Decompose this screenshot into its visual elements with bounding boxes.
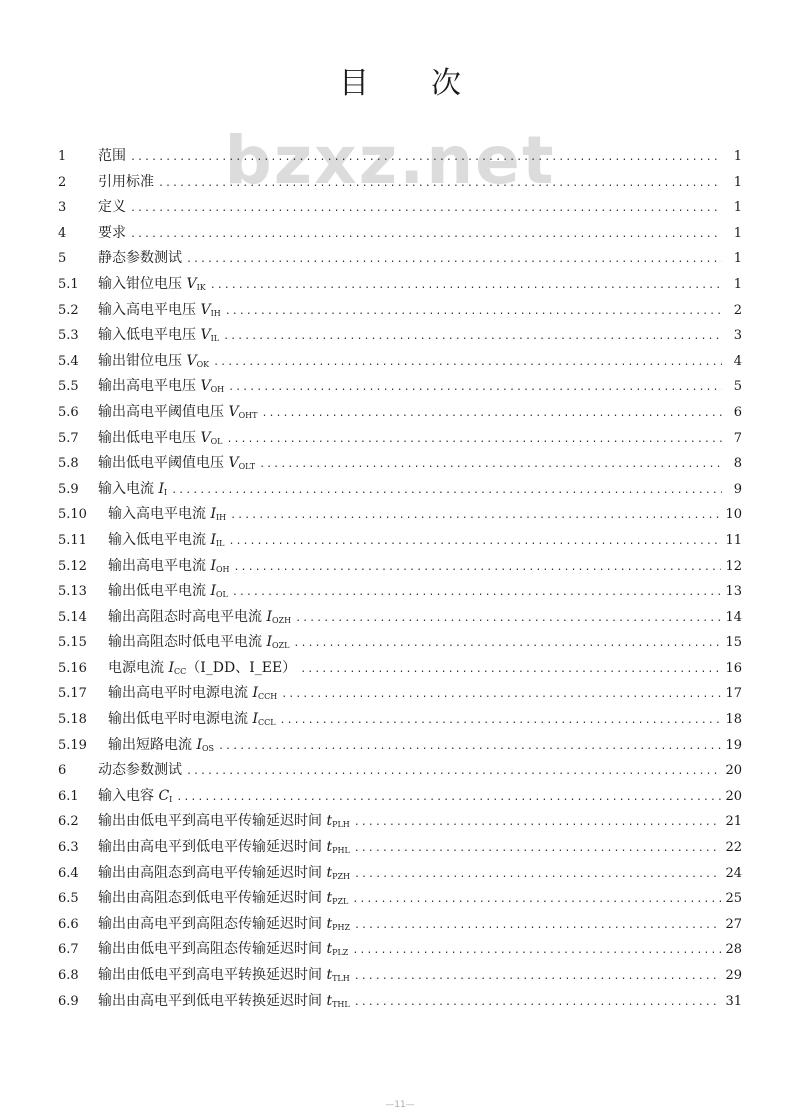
toc-entry-page-number: 28 [725, 942, 742, 958]
dot-leader [186, 766, 721, 777]
toc-entry-text: 输出由低电平到高电平转换延迟时间 [98, 967, 327, 983]
toc-entry-symbol: I [266, 608, 272, 625]
toc-entry-text: 范围 [98, 148, 126, 164]
toc-entry-title [98, 145, 126, 165]
dot-leader [176, 792, 721, 803]
toc-entry-title [98, 478, 167, 498]
toc-entry-page-number: 17 [725, 686, 742, 702]
toc-entry-symbol: I [266, 634, 272, 651]
toc-entry-symbol-subscript: IH [215, 513, 227, 523]
toc-entry-page-number: 31 [725, 993, 742, 1009]
toc-entry-text: 输入电容 [98, 787, 159, 804]
toc-entry-number: 5.9 [58, 481, 79, 497]
toc-entry[interactable] [58, 657, 742, 683]
toc-entry-title [98, 350, 209, 370]
toc-entry-symbol: V [200, 378, 211, 395]
dot-leader [158, 178, 722, 189]
toc-entry-text: 输出高电平电压 [98, 378, 201, 395]
toc-entry-text: 输出由低电平到高阻态传输延迟时间 [98, 941, 327, 958]
toc-entry-number: 5.4 [58, 353, 79, 369]
toc-entry-page-number: 18 [725, 712, 742, 728]
toc-entry-page-number: 16 [725, 660, 742, 676]
toc-entry-number: 5.7 [58, 430, 79, 446]
toc-entry-page-number: 1 [733, 225, 742, 241]
dot-leader [171, 485, 722, 496]
dot-leader [223, 331, 722, 342]
dot-leader [228, 536, 721, 547]
toc-entry-number: 2 [58, 174, 67, 190]
toc-entry-page-number: 24 [725, 865, 742, 881]
toc-entry-symbol: t [326, 890, 333, 907]
toc-entry[interactable] [58, 196, 742, 222]
toc-entry-text: 引用标准 [98, 173, 154, 190]
dot-leader [352, 894, 721, 905]
toc-entry-number: 5.11 [58, 532, 87, 548]
toc-entry-page-number: 13 [725, 584, 742, 600]
toc-entry[interactable] [58, 555, 742, 581]
toc-entry[interactable] [58, 401, 742, 427]
toc-entry-title [98, 964, 350, 984]
toc-entry-title [98, 759, 182, 779]
toc-entry-symbol: t [326, 839, 333, 856]
toc-entry-title [108, 555, 230, 575]
toc-entry-page-number: 25 [725, 891, 742, 907]
toc-entry-number: 5.5 [58, 379, 79, 395]
toc-entry-title [108, 682, 277, 702]
toc-entry-title [98, 990, 350, 1010]
toc-entry-page-number: 1 [733, 200, 742, 216]
toc-entry-number: 6.8 [58, 968, 79, 983]
toc-entry-symbol: I [210, 583, 216, 600]
toc-entry[interactable] [58, 913, 742, 939]
toc-entry-symbol-subscript: OS [201, 743, 215, 753]
table-of-contents [58, 145, 742, 1015]
toc-entry-title [108, 631, 289, 651]
toc-entry-page-number: 22 [725, 840, 742, 856]
toc-entry-symbol: t [326, 992, 333, 1009]
toc-entry-title [98, 171, 154, 191]
toc-entry-symbol-subscript: PLZ [332, 948, 349, 958]
toc-entry[interactable] [58, 785, 742, 811]
toc-entry-title [108, 708, 276, 728]
dot-leader [354, 920, 721, 931]
toc-entry-title [108, 606, 291, 626]
toc-entry[interactable] [58, 938, 742, 964]
toc-entry-text: 输出由高阻态到高电平传输延迟时间 [98, 864, 327, 881]
toc-entry-text: 输入高电平电流 [108, 506, 211, 523]
toc-entry-page-number: 2 [733, 302, 742, 318]
toc-entry-page-number: 21 [725, 814, 742, 830]
toc-entry-title [108, 503, 226, 523]
toc-entry[interactable] [58, 247, 742, 273]
toc-entry-title [98, 836, 350, 856]
toc-entry-symbol: I [252, 711, 258, 728]
toc-entry-symbol-subscript: TLH [332, 974, 350, 983]
toc-entry-text: 输出由高阻态到低电平传输延迟时间 [98, 890, 327, 907]
toc-entry-symbol-subscript: PLH [332, 820, 350, 830]
dot-leader [280, 715, 722, 726]
toc-entry-title [108, 734, 214, 754]
toc-entry-symbol-subscript: IH [210, 308, 221, 318]
toc-entry-page-number: 20 [725, 763, 742, 779]
page-footer: —11— [385, 1100, 415, 1110]
toc-entry-title [98, 810, 350, 830]
dot-leader [130, 152, 722, 163]
toc-entry[interactable] [58, 375, 742, 401]
toc-entry-page-number: 12 [725, 558, 742, 574]
toc-entry-number: 6.6 [58, 916, 79, 932]
toc-entry-number: 6.2 [58, 814, 79, 830]
toc-entry-symbol: t [326, 967, 333, 983]
toc-entry-text: 输出短路电流 [108, 736, 197, 753]
toc-entry-page-number: 15 [725, 635, 742, 651]
toc-entry-page-number: 11 [725, 532, 742, 548]
dot-leader [259, 459, 722, 470]
toc-entry-title [98, 324, 219, 344]
toc-entry-symbol-subscript: IL [215, 538, 225, 548]
toc-entry-text: 输出由高电平到高阻态传输延迟时间 [98, 915, 327, 932]
toc-entry-number: 1 [58, 149, 67, 164]
toc-entry[interactable] [58, 299, 742, 325]
toc-entry-title [98, 273, 206, 293]
toc-entry[interactable] [58, 836, 742, 862]
toc-entry-title [98, 222, 126, 242]
dot-leader [354, 817, 722, 828]
toc-entry-text: 输出由高电平到低电平传输延迟时间 [98, 839, 327, 856]
toc-entry-symbol-subscript: CC [173, 666, 187, 676]
toc-entry-symbol: V [228, 455, 239, 472]
toc-entry-symbol: t [326, 915, 333, 932]
dot-leader [225, 306, 722, 317]
toc-entry-page-number: 10 [725, 507, 742, 523]
toc-entry-page-number: 1 [733, 276, 742, 292]
toc-entry-text: 输入电流 [98, 480, 159, 497]
toc-entry-text: 输出高阻态时低电平电流 [108, 634, 267, 651]
toc-entry-page-number: 6 [733, 404, 742, 420]
toc-entry-symbol: I [210, 531, 216, 548]
toc-entry-title [98, 785, 172, 805]
toc-entry-symbol-subscript: I [169, 794, 173, 804]
toc-entry-text: 要求 [98, 224, 126, 241]
toc-entry-number: 6 [58, 763, 67, 779]
toc-entry-number: 5.15 [58, 635, 87, 651]
toc-entry-title [108, 580, 228, 600]
toc-entry[interactable] [58, 503, 742, 529]
toc-entry-page-number: 5 [733, 379, 742, 395]
toc-entry-number: 5.17 [58, 686, 87, 702]
dot-leader [354, 843, 722, 854]
toc-entry-title [98, 887, 348, 907]
toc-entry[interactable] [58, 990, 742, 1016]
toc-entry-title [98, 196, 126, 216]
toc-entry-text: 输出低电平电压 [98, 429, 201, 446]
toc-entry-number: 5.13 [58, 584, 87, 600]
toc-entry-text: 输入低电平电流 [108, 531, 211, 548]
toc-entry-title [108, 529, 224, 549]
toc-entry[interactable] [58, 759, 742, 785]
dot-leader [261, 408, 722, 419]
toc-entry-text: 输出高电平阈值电压 [98, 403, 229, 420]
toc-entry-number: 3 [58, 200, 67, 216]
toc-entry-symbol: V [228, 403, 239, 420]
toc-entry-number: 6.1 [58, 788, 79, 804]
toc-entry-symbol-subscript: IK [196, 282, 206, 292]
toc-entry-symbol-subscript: I [163, 487, 168, 497]
toc-entry-number: 6.5 [58, 891, 79, 907]
toc-entry-symbol: V [200, 301, 211, 318]
toc-entry-number: 5.2 [58, 302, 79, 318]
toc-entry[interactable] [58, 478, 742, 504]
toc-entry-number: 5.6 [58, 404, 79, 420]
toc-entry-number: 5.3 [58, 328, 79, 344]
toc-entry-symbol-subscript: OZH [271, 615, 292, 625]
toc-entry[interactable] [58, 171, 742, 197]
toc-entry-symbol-subscript: CCL [257, 718, 276, 728]
toc-entry-symbol: C [158, 787, 170, 804]
dot-leader [226, 434, 722, 445]
toc-entry[interactable] [58, 529, 742, 555]
toc-entry-symbol: I [168, 659, 174, 676]
toc-entry-symbol: t [326, 941, 333, 958]
toc-entry-text: 输出由高电平到低电平转换延迟时间 [98, 992, 327, 1009]
toc-entry[interactable] [58, 887, 742, 913]
toc-entry[interactable] [58, 708, 742, 734]
dot-leader [300, 664, 721, 675]
dot-leader [354, 869, 721, 880]
toc-entry-text: 输出高阻态时高电平电流 [108, 608, 267, 625]
toc-entry-symbol-subscript: PZL [332, 897, 349, 907]
toc-entry-symbol: V [186, 352, 197, 369]
toc-entry-title [108, 657, 296, 677]
dot-leader [354, 971, 722, 982]
toc-entry-number: 5.8 [58, 456, 79, 472]
toc-entry[interactable] [58, 222, 742, 248]
toc-entry-page-number: 19 [725, 737, 742, 753]
toc-entry[interactable] [58, 862, 742, 888]
dot-leader [354, 997, 722, 1008]
toc-entry[interactable] [58, 350, 742, 376]
toc-entry-suffix: （I_DD、I_EE） [186, 659, 297, 676]
toc-entry-number: 4 [58, 225, 67, 241]
toc-entry-text: 输入钳位电压 [98, 275, 187, 292]
toc-entry-number: 5.16 [58, 660, 87, 676]
toc-entry-number: 5.18 [58, 712, 87, 728]
toc-entry-title [98, 452, 255, 472]
toc-entry-number: 5.12 [58, 558, 87, 574]
toc-entry-symbol: I [158, 480, 164, 497]
dot-leader [352, 945, 721, 956]
toc-entry-page-number: 3 [733, 328, 742, 344]
toc-entry-page-number: 4 [733, 353, 742, 369]
toc-entry[interactable] [58, 810, 742, 836]
toc-entry-text: 输出钳位电压 [98, 352, 187, 369]
toc-entry-symbol-subscript: PHL [332, 846, 350, 856]
toc-entry-number: 6.3 [58, 840, 79, 856]
toc-entry-symbol-subscript: THL [332, 999, 350, 1009]
toc-entry-text: 电源电流 [108, 659, 169, 676]
toc-entry-text: 动态参数测试 [98, 762, 182, 779]
toc-entry-symbol-subscript: PHZ [332, 922, 351, 932]
toc-entry-title [98, 299, 221, 319]
toc-entry-symbol: I [210, 506, 216, 523]
toc-entry-title [98, 401, 257, 421]
dot-leader [218, 741, 721, 752]
toc-entry[interactable] [58, 606, 742, 632]
toc-entry-number: 6.7 [58, 942, 79, 958]
toc-entry[interactable] [58, 324, 742, 350]
toc-entry-page-number: 14 [725, 609, 742, 625]
toc-entry-text: 输出高电平电流 [108, 557, 211, 574]
dot-leader [228, 382, 722, 393]
toc-entry-page-number: 1 [733, 174, 742, 190]
toc-entry-symbol-subscript: OLT [238, 462, 256, 472]
toc-entry-text: 静态参数测试 [98, 250, 182, 267]
toc-entry-number: 5.14 [58, 609, 87, 625]
toc-entry-symbol: V [186, 275, 197, 292]
toc-entry-symbol: I [210, 557, 216, 574]
dot-leader [210, 280, 722, 291]
toc-entry-symbol: t [326, 864, 333, 881]
dot-leader [295, 613, 721, 624]
toc-entry-page-number: 1 [733, 251, 742, 267]
toc-entry-symbol-subscript: OL [215, 590, 228, 600]
toc-entry-number: 5.19 [58, 737, 87, 753]
toc-entry-symbol: V [200, 327, 211, 344]
toc-entry-text: 输入高电平电压 [98, 301, 201, 318]
dot-leader [130, 229, 722, 240]
toc-entry[interactable] [58, 273, 742, 299]
dot-leader [234, 562, 722, 573]
toc-entry[interactable] [58, 964, 742, 990]
toc-entry-symbol-subscript: OH [210, 385, 225, 395]
toc-entry-symbol-subscript: CCH [257, 692, 278, 702]
toc-entry-title [98, 862, 350, 882]
dot-leader [213, 357, 722, 368]
toc-entry[interactable] [58, 682, 742, 708]
toc-entry-title [98, 913, 350, 933]
dot-leader [293, 638, 721, 649]
toc-entry-text: 输入低电平电压 [98, 327, 201, 344]
toc-entry-number: 6.4 [58, 865, 79, 881]
toc-entry-title [98, 938, 348, 958]
toc-entry-title [98, 427, 222, 447]
toc-entry-symbol: t [326, 813, 333, 830]
watermark: bzxz.net [224, 122, 556, 199]
toc-entry[interactable] [58, 427, 742, 453]
toc-entry-text: 输出高电平时电源电流 [108, 685, 253, 702]
toc-entry-text: 输出低电平电流 [108, 583, 211, 600]
toc-entry-text: 输出由低电平到高电平传输延迟时间 [98, 813, 327, 830]
toc-entry-symbol-subscript: IL [210, 334, 220, 344]
toc-entry-text: 输出低电平阈值电压 [98, 455, 229, 472]
dot-leader [232, 587, 722, 598]
toc-entry[interactable] [58, 734, 742, 760]
toc-entry-symbol: I [252, 685, 258, 702]
toc-entry-symbol-subscript: OL [210, 436, 223, 446]
toc-entry-number: 6.9 [58, 993, 79, 1009]
toc-entry[interactable] [58, 452, 742, 478]
toc-entry[interactable] [58, 631, 742, 657]
toc-entry[interactable] [58, 145, 742, 171]
toc-entry-title [98, 247, 182, 267]
toc-entry-number: 5.1 [58, 276, 79, 292]
toc-entry-symbol-subscript: OH [215, 564, 230, 574]
toc-entry-symbol-subscript: OK [196, 359, 210, 369]
toc-entry-symbol: V [200, 429, 211, 446]
dot-leader [186, 254, 722, 265]
toc-entry-page-number: 29 [725, 968, 742, 983]
toc-entry-number: 5.10 [58, 507, 87, 523]
toc-entry-title [98, 375, 224, 395]
toc-entry-page-number: 27 [725, 916, 742, 932]
toc-entry-number: 5 [58, 251, 67, 267]
toc-entry-symbol-subscript: OHT [238, 410, 258, 420]
toc-entry-symbol: I [196, 736, 202, 753]
toc-entry[interactable] [58, 580, 742, 606]
toc-entry-symbol-subscript: PZH [332, 871, 351, 881]
toc-entry-page-number: 1 [733, 149, 742, 164]
toc-entry-page-number: 8 [733, 456, 742, 472]
toc-entry-page-number: 9 [733, 481, 742, 497]
dot-leader [130, 203, 722, 214]
dot-leader [281, 689, 721, 700]
toc-entry-page-number: 20 [725, 788, 742, 804]
dot-leader [230, 510, 721, 521]
toc-entry-text: 输出低电平时电源电流 [108, 711, 253, 728]
toc-entry-page-number: 7 [733, 430, 742, 446]
toc-entry-text: 定义 [98, 199, 126, 216]
page-title: 目次 [339, 66, 523, 101]
toc-entry-symbol-subscript: OZL [271, 641, 290, 651]
